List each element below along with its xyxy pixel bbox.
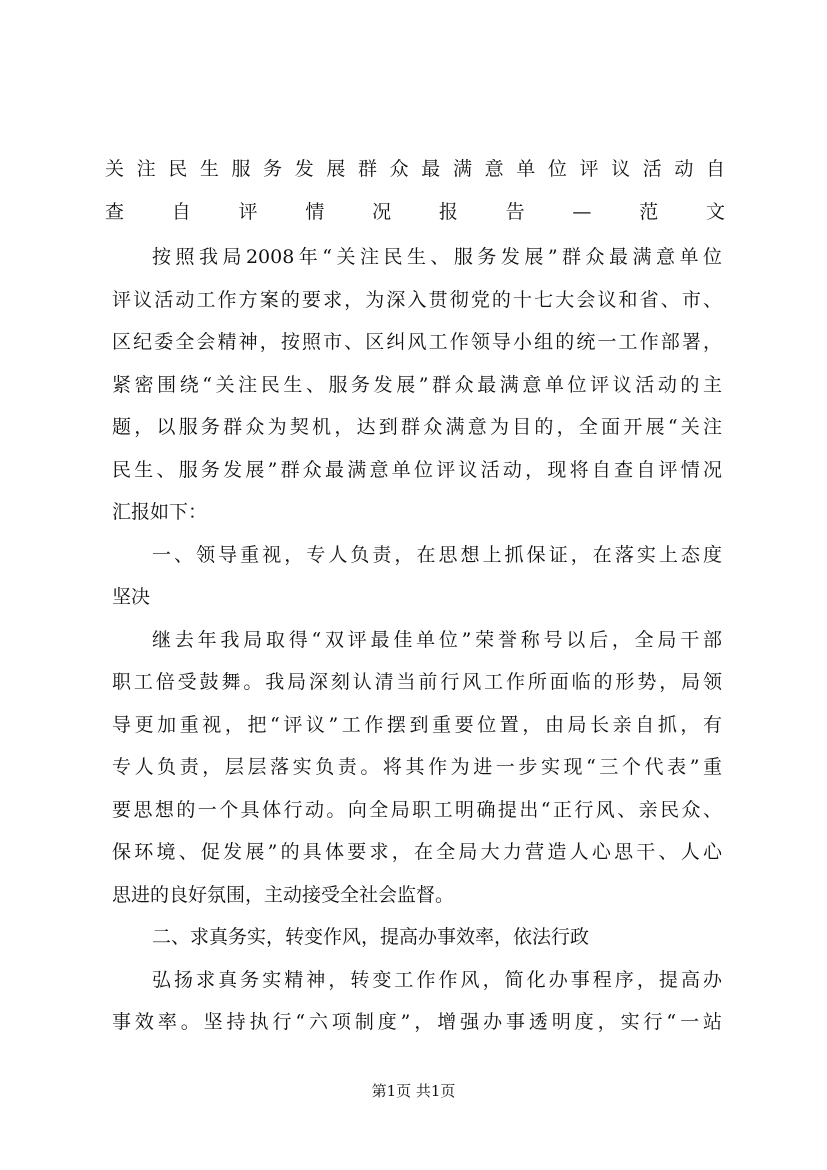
paragraph-line: 区纪委全会精神，按照市、区纠风工作领导小组的统一工作部署， (112, 331, 722, 353)
paragraph-line: 职工倍受鼓舞。我局深刻认清当前行风工作所面临的形势，局领 (112, 671, 722, 693)
paragraph-line: 汇报如下： (112, 501, 208, 523)
paragraph-line: 思进的良好氛围，主动接受全社会监督。 (112, 883, 455, 906)
title-line: 查自评情况报告—范文 (105, 200, 725, 223)
paragraph-line: 民生、服务发展”群众最满意单位评议活动，现将自查自评情况 (112, 458, 722, 481)
paragraph-line: 事效率。坚持执行“六项制度”，增强办事透明度，实行“一站 (112, 1011, 722, 1033)
paragraph-line: 紧密围绕“关注民生、服务发展”群众最满意单位评议活动的主 (112, 373, 722, 396)
section-heading-line: 二、求真务实，转变作风，提高办事效率，依法行政 (152, 926, 590, 948)
paragraph-line: 导更加重视，把“评议”工作摆到重要位置，由局长亲自抓，有 (112, 713, 722, 736)
page-footer: 第1页 共1页 (371, 1082, 456, 1100)
paragraph-line: 题，以服务群众为契机，达到群众满意为目的，全面开展“关注 (112, 416, 722, 438)
title-line: 关注民生服务发展群众最满意单位评议活动自 (105, 158, 725, 180)
paragraph-line: 专人负责，层层落实负责。将其作为进一步实现“三个代表”重 (112, 756, 722, 778)
document-body (112, 236, 722, 1044)
paragraph-line: 要思想的一个具体行动。向全局职工明确提出“正行风、亲民众、 (112, 798, 722, 821)
section-heading-line: 坚决 (112, 586, 151, 608)
paragraph-line: 弘扬求真务实精神，转变工作作风，简化办事程序，提高办 (152, 968, 722, 991)
paragraph-line: 评议活动工作方案的要求，为深入贯彻党的十七大会议和省、市、 (112, 288, 722, 311)
paragraph-line: 按照我局2008年“关注民生、服务发展”群众最满意单位 (152, 246, 722, 268)
section-heading-line: 一、领导重视，专人负责，在思想上抓保证，在落实上态度 (152, 543, 722, 566)
document-title (105, 148, 725, 233)
paragraph-line: 继去年我局取得“双评最佳单位”荣誉称号以后，全局干部 (152, 628, 722, 651)
paragraph-line: 保环境、促发展”的具体要求，在全局大力营造人心思干、人心 (112, 841, 722, 863)
